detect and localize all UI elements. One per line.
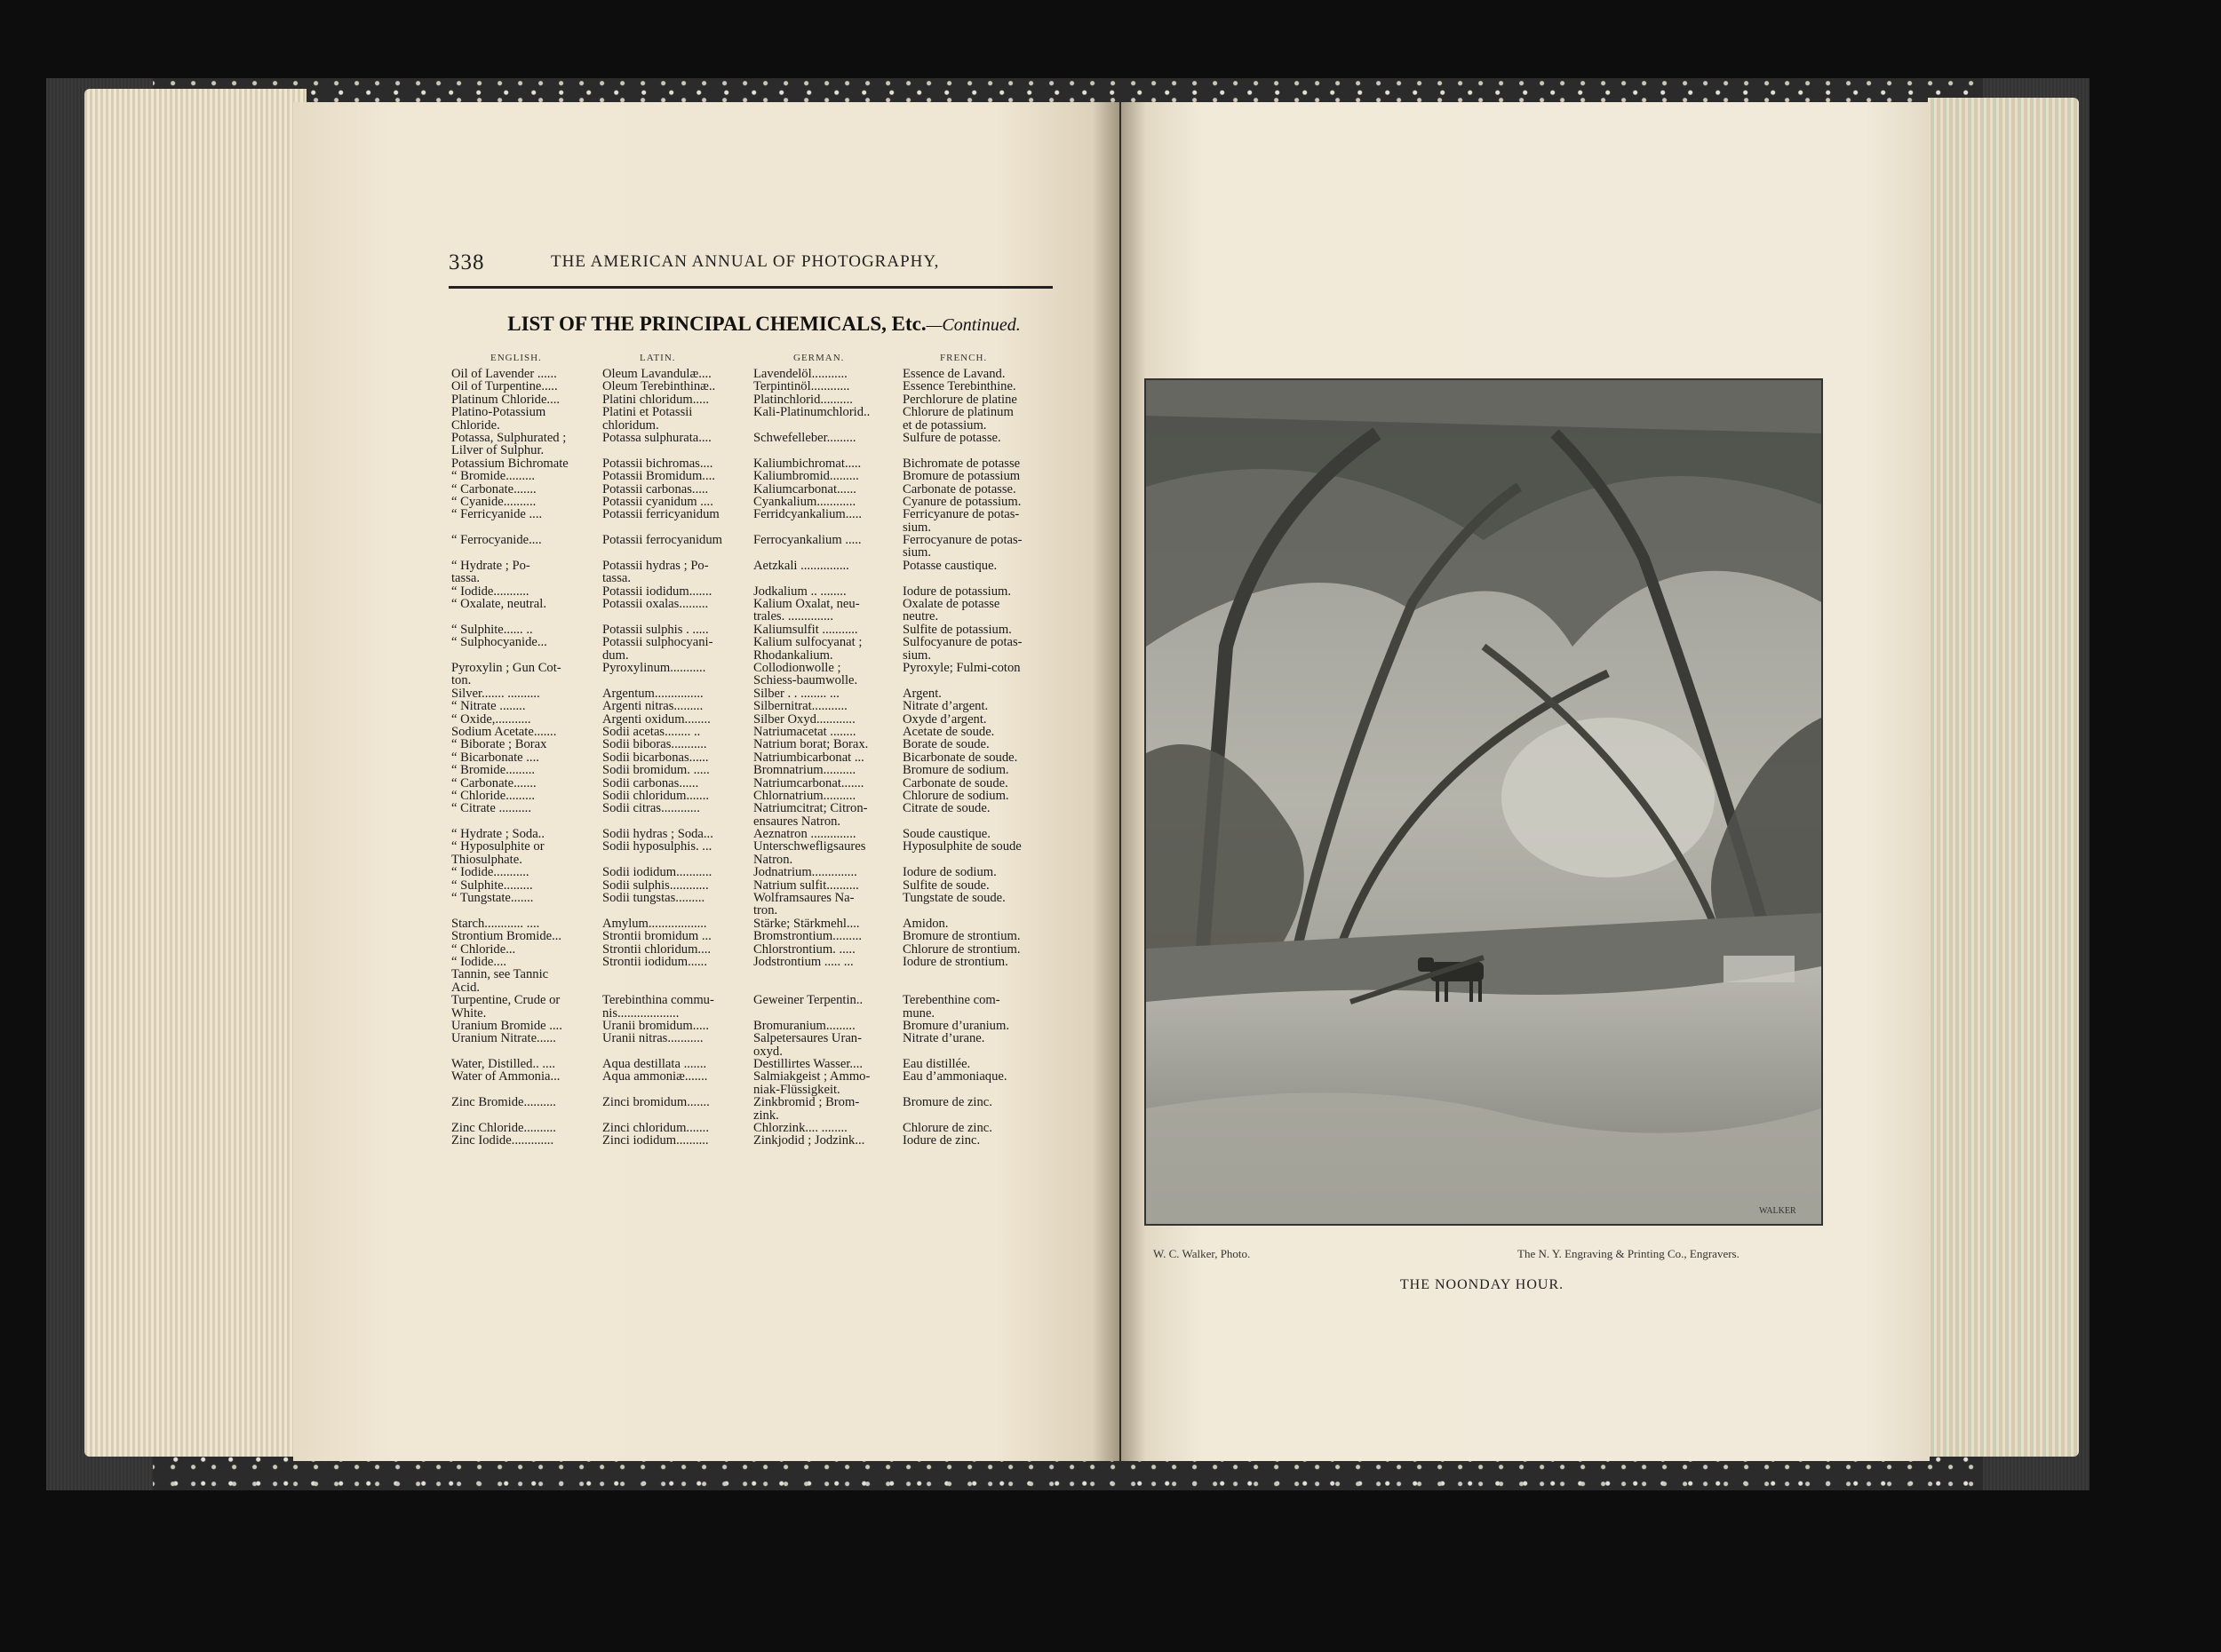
page-edges-left — [84, 89, 306, 1457]
table-cell: Platinum Chloride.... — [451, 393, 561, 406]
table-cell: “ Chloride......... — [451, 789, 536, 802]
table-cell: Jodnatrium.............. — [753, 866, 857, 879]
table-cell: Terpintinöl............ — [753, 380, 850, 393]
table-row — [451, 713, 1064, 726]
table-row — [451, 649, 1064, 662]
table-cell: Zinkbromid ; Brom- — [753, 1096, 860, 1109]
table-row — [451, 1070, 1064, 1083]
table-cell: Eau distillée. — [903, 1058, 971, 1071]
table-row — [451, 981, 1064, 994]
table-cell: Potassium Bichromate — [451, 457, 569, 470]
table-row — [451, 751, 1064, 764]
table-cell: zink. — [753, 1108, 779, 1122]
table-cell: Chlorure de strontium. — [903, 942, 1021, 956]
list-title — [480, 313, 1048, 336]
table-cell: “ Carbonate....... — [451, 776, 537, 790]
table-cell: Salmiakgeist ; Ammo- — [753, 1070, 871, 1084]
table-cell: Bromure de zinc. — [903, 1096, 992, 1109]
table-row — [451, 380, 1064, 393]
table-cell: Starch............ .... — [451, 917, 540, 930]
list-title-continued: —Continued. — [926, 315, 1021, 335]
table-cell: “ Sulphite......... — [451, 878, 533, 892]
table-cell: sium. — [903, 520, 932, 534]
table-cell: Uranii nitras........... — [602, 1032, 704, 1045]
photo-title: THE NOONDAY HOUR. — [1399, 1277, 1564, 1292]
table-cell: Platino-Potassium — [451, 406, 546, 419]
table-cell: “ Oxide,........... — [451, 712, 531, 726]
table-row — [451, 1045, 1064, 1058]
table-row — [451, 764, 1064, 776]
table-row — [451, 393, 1064, 406]
table-row — [451, 598, 1064, 610]
table-cell: Zinci chloridum....... — [602, 1122, 709, 1135]
table-cell: Lavendelöl........... — [753, 368, 848, 380]
table-cell: Argenti oxidum........ — [602, 712, 711, 726]
table-row — [451, 828, 1064, 840]
table-cell: et de potassium. — [903, 418, 987, 432]
table-cell: Schiess-baumwolle. — [753, 674, 858, 687]
page-edges-right — [1928, 98, 2079, 1457]
table-cell: Borate de soude. — [903, 738, 990, 751]
table-cell: Amylum.................. — [602, 917, 707, 930]
table-cell: Sodii hyposulphis. ... — [602, 840, 712, 854]
table-cell: Platini et Potassii — [602, 406, 693, 419]
table-cell: oxyd. — [753, 1044, 783, 1058]
table-cell: Bromstrontium......... — [753, 930, 863, 943]
table-cell: Sodii bicarbonas...... — [602, 751, 709, 764]
table-cell: Pyroxylin ; Gun Cot- — [451, 661, 561, 674]
table-cell: Jodkalium .. ........ — [753, 584, 847, 598]
table-cell: tron. — [753, 904, 778, 917]
table-cell: mune. — [903, 1006, 935, 1020]
table-cell: “ Iodide.... — [451, 955, 507, 968]
table-cell: “ Biborate ; Borax — [451, 738, 547, 751]
table-cell: Natriumcitrat; Citron- — [753, 802, 868, 815]
table-cell: Strontii iodidum...... — [602, 955, 707, 968]
table-cell: Eau d’ammoniaque. — [903, 1070, 1007, 1084]
table-cell: Ferrocyanure de potas- — [903, 534, 1023, 547]
table-cell: Sodii chloridum....... — [602, 789, 709, 802]
table-row — [451, 368, 1064, 380]
table-cell: Strontii bromidum ... — [602, 930, 712, 943]
table-cell: Potassii oxalas......... — [602, 598, 709, 611]
table-cell: Argenti nitras......... — [602, 700, 704, 713]
table-cell: Pyroxylinum........... — [602, 661, 706, 674]
photo-credit: W. C. Walker, Photo. — [1153, 1247, 1251, 1260]
table-cell: nis................... — [602, 1006, 680, 1020]
table-cell: sium. — [903, 546, 932, 560]
table-cell: Geweiner Terpentin.. — [753, 994, 864, 1007]
table-row — [451, 904, 1064, 917]
table-cell: Bromure d’uranium. — [903, 1019, 1009, 1032]
table-cell: White. — [451, 1006, 487, 1020]
table-cell: Chlornatrium.......... — [753, 789, 856, 802]
list-title-text: LIST OF THE PRINCIPAL CHEMICALS, Etc. — [507, 313, 927, 335]
table-cell: Acid. — [451, 981, 481, 994]
table-cell: Sodii iodidum........... — [602, 866, 712, 879]
table-cell: Salpetersaures Uran- — [753, 1032, 862, 1045]
table-cell: Aeznatron .............. — [753, 828, 856, 841]
table-cell: Sodii bromidum. ..... — [602, 764, 710, 777]
table-cell: Cyanure de potassium. — [903, 495, 1022, 508]
table-cell: “ Sulphocyanide... — [451, 636, 547, 649]
table-cell: Silber . . ........ ... — [753, 687, 840, 700]
table-row — [451, 815, 1064, 828]
table-cell: “ Ferrocyanide.... — [451, 534, 542, 547]
table-cell: Iodure de strontium. — [903, 955, 1008, 968]
running-title: THE AMERICAN ANNUAL OF PHOTOGRAPHY, — [551, 252, 940, 271]
table-row — [451, 777, 1064, 790]
table-cell: Chlorure de sodium. — [903, 789, 1009, 802]
table-row — [451, 496, 1064, 508]
table-cell: Carbonate de potasse. — [903, 482, 1016, 496]
table-cell: Kaliumbromid......... — [753, 470, 859, 483]
table-cell: Strontii chloridum.... — [602, 942, 712, 956]
table-cell: Zinci bromidum....... — [602, 1096, 710, 1109]
table-cell: Rhodankalium. — [753, 648, 833, 662]
table-cell: Zinci iodidum.......... — [602, 1134, 709, 1148]
table-row — [451, 1096, 1064, 1108]
table-cell: Aqua ammoniæ....... — [602, 1070, 708, 1084]
column-header-latin: LATIN. — [640, 353, 676, 363]
table-cell: “ Hyposulphite or — [451, 840, 545, 854]
table-cell: Sodium Acetate....... — [451, 725, 557, 738]
table-cell: Kalium sulfocyanat ; — [753, 636, 863, 649]
table-row — [451, 1058, 1064, 1070]
header-rule — [449, 286, 1053, 289]
table-cell: “ Tungstate....... — [451, 892, 534, 905]
table-cell: Natriumbicarbonat ... — [753, 751, 864, 764]
table-cell: Potassii cyanidum .... — [602, 495, 713, 508]
table-cell: Natrium sulfit.......... — [753, 878, 859, 892]
table-cell: Potassii carbonas..... — [602, 482, 709, 496]
table-row — [451, 994, 1064, 1006]
table-cell: Iodure de sodium. — [903, 866, 997, 879]
book-gutter — [1093, 102, 1146, 1461]
table-cell: Sulfite de soude. — [903, 878, 990, 892]
table-row — [451, 687, 1064, 700]
table-cell: Uranium Bromide .... — [451, 1019, 562, 1032]
table-cell: Potassii ferrocyanidum — [602, 534, 722, 547]
table-row — [451, 610, 1064, 623]
table-cell: Sodii hydras ; Soda... — [602, 828, 713, 841]
table-cell: Zinc Chloride.......... — [451, 1122, 556, 1135]
photograph-noonday-hour — [1144, 378, 1823, 1226]
table-row — [451, 790, 1064, 802]
table-cell: Water, Distilled.. .... — [451, 1058, 555, 1071]
table-row — [451, 406, 1064, 418]
table-row — [451, 444, 1064, 457]
table-row — [451, 1122, 1064, 1134]
table-cell: “ Ferricyanide .... — [451, 508, 543, 521]
table-cell: Stärke; Stärkmehl.... — [753, 917, 860, 930]
table-cell: Potasse caustique. — [903, 559, 998, 572]
table-row — [451, 956, 1064, 968]
table-cell: “ Chloride... — [451, 942, 516, 956]
table-cell: Iodure de zinc. — [903, 1134, 981, 1148]
table-cell: Citrate de soude. — [903, 802, 991, 815]
table-cell: Lilver of Sulphur. — [451, 444, 545, 457]
table-cell: Potassii sulphocyani- — [602, 636, 713, 649]
table-cell: Schwefelleber......... — [753, 431, 856, 444]
table-row — [451, 1020, 1064, 1032]
column-header-english: ENGLISH. — [490, 353, 542, 363]
table-cell: “ Iodide........... — [451, 584, 529, 598]
table-cell: Natrium borat; Borax. — [753, 738, 869, 751]
table-cell: Pyroxyle; Fulmi-coton — [903, 661, 1021, 674]
table-cell: Silber Oxyd............ — [753, 712, 856, 726]
table-cell: Oil of Lavender ...... — [451, 368, 557, 380]
table-row — [451, 943, 1064, 956]
table-cell: Soude caustique. — [903, 828, 991, 841]
table-cell: chloridum. — [602, 418, 659, 432]
table-cell: tassa. — [451, 572, 481, 585]
table-cell: Potassii hydras ; Po- — [602, 559, 709, 572]
table-cell: Collodionwolle ; — [753, 661, 841, 674]
table-cell: Natron. — [753, 853, 793, 866]
table-cell: Chlorure de zinc. — [903, 1122, 992, 1135]
table-cell: Unterschwefligsaures — [753, 840, 866, 854]
table-row — [451, 432, 1064, 444]
table-cell: Kaliumbichromat..... — [753, 457, 862, 470]
table-row — [451, 662, 1064, 674]
table-cell: “ Sulphite...... .. — [451, 623, 533, 636]
table-cell: Bromure de potassium — [903, 470, 1021, 483]
table-cell: Bicarbonate de soude. — [903, 751, 1018, 764]
table-cell: Amidon. — [903, 917, 949, 930]
table-row — [451, 508, 1064, 520]
table-cell: ton. — [451, 674, 472, 687]
table-row — [451, 726, 1064, 738]
chemicals-table — [451, 368, 1064, 1148]
table-row — [451, 623, 1064, 636]
table-cell: Sodii biboras........... — [602, 738, 707, 751]
table-row — [451, 917, 1064, 930]
table-cell: “ Hydrate ; Soda.. — [451, 828, 545, 841]
table-row — [451, 572, 1064, 584]
table-cell: Bromure de strontium. — [903, 930, 1021, 943]
table-cell: Hyposulphite de soude — [903, 840, 1022, 854]
table-cell: Water of Ammonia... — [451, 1070, 561, 1084]
table-row — [451, 968, 1064, 981]
table-cell: “ Nitrate ........ — [451, 700, 526, 713]
table-cell: Bromnatrium.......... — [753, 764, 856, 777]
table-cell: Bromuranium......... — [753, 1019, 856, 1032]
table-cell: Perchlorure de platine — [903, 393, 1017, 406]
table-cell: Aqua destillata ....... — [602, 1058, 707, 1071]
table-cell: Uranium Nitrate...... — [451, 1032, 556, 1045]
table-cell: Kali-Platinumchlorid.. — [753, 406, 871, 419]
table-cell: Strontium Bromide... — [451, 930, 562, 943]
table-row — [451, 521, 1064, 534]
table-row — [451, 470, 1064, 482]
table-row — [451, 585, 1064, 598]
table-cell: Potassii Bromidum.... — [602, 470, 715, 483]
table-row — [451, 892, 1064, 904]
table-cell: Oleum Terebinthinæ.. — [602, 380, 716, 393]
table-row — [451, 802, 1064, 814]
table-cell: Kalium Oxalat, neu- — [753, 598, 860, 611]
table-cell: Nitrate d’argent. — [903, 700, 989, 713]
table-row — [451, 1032, 1064, 1044]
table-row — [451, 419, 1064, 432]
table-cell: Kaliumcarbonat...... — [753, 482, 856, 496]
table-cell: Cyankalium............ — [753, 495, 856, 508]
table-cell: tassa. — [602, 572, 632, 585]
table-cell: Tungstate de soude. — [903, 892, 1006, 905]
table-row — [451, 483, 1064, 496]
table-cell: Wolframsaures Na- — [753, 892, 855, 905]
table-cell: Chloride. — [451, 418, 500, 432]
table-cell: dum. — [602, 648, 629, 662]
table-cell: Silbernitrat........... — [753, 700, 848, 713]
table-cell: “ Bromide......... — [451, 470, 536, 483]
table-row — [451, 674, 1064, 687]
table-row — [451, 854, 1064, 866]
table-cell: Sodii sulphis............ — [602, 878, 709, 892]
table-cell: neutre. — [903, 610, 939, 623]
column-header-french: FRENCH. — [940, 353, 988, 363]
table-cell: Kaliumsulfit ........... — [753, 623, 858, 636]
table-cell: Thiosulphate. — [451, 853, 522, 866]
table-cell: Chlorstrontium. ..... — [753, 942, 856, 956]
table-cell: Potassii bichromas.... — [602, 457, 713, 470]
table-cell: niak-Flüssigkeit. — [753, 1083, 840, 1096]
table-cell: Oil of Turpentine..... — [451, 380, 558, 393]
table-cell: Sulfite de potassium. — [903, 623, 1012, 636]
table-cell: Potassii iodidum....... — [602, 584, 712, 598]
table-cell: ensaures Natron. — [753, 814, 841, 828]
table-cell: “ Bicarbonate .... — [451, 751, 539, 764]
table-cell: Chlorzink.... ........ — [753, 1122, 848, 1135]
table-cell: Tannin, see Tannic — [451, 968, 549, 981]
engraver-credit: The N. Y. Engraving & Printing Co., Engravers. — [1517, 1247, 1739, 1260]
table-cell: Sulfure de potasse. — [903, 431, 1001, 444]
table-cell: Nitrate d’urane. — [903, 1032, 985, 1045]
table-cell: Potassa, Sulphurated ; — [451, 431, 567, 444]
table-cell: Natriumcarbonat....... — [753, 776, 864, 790]
table-cell: Ferridcyankalium..... — [753, 508, 862, 521]
table-row — [451, 738, 1064, 751]
table-cell: trales. .............. — [753, 610, 833, 623]
table-cell: “ Iodide........... — [451, 866, 529, 879]
table-cell: Zinkjodid ; Jodzink... — [753, 1134, 865, 1148]
table-cell: “ Citrate .......... — [451, 802, 531, 815]
table-row — [451, 457, 1064, 470]
table-row — [451, 636, 1064, 648]
table-cell: Sodii acetas........ .. — [602, 725, 701, 738]
table-row — [451, 840, 1064, 853]
table-cell: Platinchlorid.......... — [753, 393, 853, 406]
table-row — [451, 546, 1064, 559]
table-cell: Terebinthina commu- — [602, 994, 714, 1007]
table-row — [451, 866, 1064, 878]
page-number: 338 — [449, 250, 485, 274]
table-cell: Essence de Lavand. — [903, 368, 1006, 380]
table-cell: “ Bromide......... — [451, 764, 536, 777]
table-cell: “ Cyanide.......... — [451, 495, 537, 508]
table-cell: Turpentine, Crude or — [451, 994, 561, 1007]
table-cell: Oxalate de potasse — [903, 598, 1000, 611]
table-row — [451, 534, 1064, 546]
table-cell: “ Carbonate....... — [451, 482, 537, 496]
table-cell: Iodure de potassium. — [903, 584, 1011, 598]
table-cell: Sodii tungstas......... — [602, 892, 705, 905]
table-cell: Bromure de sodium. — [903, 764, 1009, 777]
table-cell: Oleum Lavandulæ.... — [602, 368, 712, 380]
table-cell: Sodii citras............ — [602, 802, 700, 815]
table-cell: Argentum............... — [602, 687, 704, 700]
photo-signature: WALKER — [1759, 1206, 1796, 1216]
table-cell: Ferricyanure de potas- — [903, 508, 1020, 521]
table-row — [451, 700, 1064, 712]
column-header-german: GERMAN. — [793, 353, 845, 363]
table-cell: Carbonate de soude. — [903, 776, 1008, 790]
table-cell: Sulfocyanure de potas- — [903, 636, 1023, 649]
table-row — [451, 560, 1064, 572]
table-cell: Essence Terebinthine. — [903, 380, 1016, 393]
table-row — [451, 930, 1064, 942]
table-cell: Oxyde d’argent. — [903, 712, 987, 726]
table-row — [451, 879, 1064, 892]
table-cell: Terebenthine com- — [903, 994, 1000, 1007]
table-cell: Aetzkali ............... — [753, 559, 849, 572]
table-cell: Ferrocyankalium ..... — [753, 534, 862, 547]
table-cell: Potassa sulphurata.... — [602, 431, 712, 444]
table-row — [451, 1134, 1064, 1147]
table-cell: Natriumacetat ........ — [753, 725, 856, 738]
table-cell: “ Hydrate ; Po- — [451, 559, 530, 572]
table-cell: Jodstrontium ..... ... — [753, 955, 854, 968]
table-cell: Uranii bromidum..... — [602, 1019, 709, 1032]
table-cell: Potassii ferricyanidum — [602, 508, 720, 521]
table-cell: Destillirtes Wasser.... — [753, 1058, 863, 1071]
table-row — [451, 1007, 1064, 1020]
table-cell: Argent. — [903, 687, 942, 700]
river-trees-illustration — [1146, 380, 1821, 1224]
table-row — [451, 1084, 1064, 1096]
table-cell: Platini chloridum..... — [602, 393, 709, 406]
table-cell: Bichromate de potasse — [903, 457, 1021, 470]
table-cell: Chlorure de platinum — [903, 406, 1014, 419]
table-cell: Zinc Bromide.......... — [451, 1096, 556, 1109]
table-cell: Acetate de soude. — [903, 725, 995, 738]
table-row — [451, 1109, 1064, 1122]
table-cell: Potassii sulphis . ..... — [602, 623, 709, 636]
table-cell: sium. — [903, 648, 932, 662]
table-cell: Zinc Iodide............. — [451, 1134, 554, 1148]
table-cell: Sodii carbonas...... — [602, 776, 699, 790]
table-cell: “ Oxalate, neutral. — [451, 598, 546, 611]
table-cell: Silver....... .......... — [451, 687, 540, 700]
